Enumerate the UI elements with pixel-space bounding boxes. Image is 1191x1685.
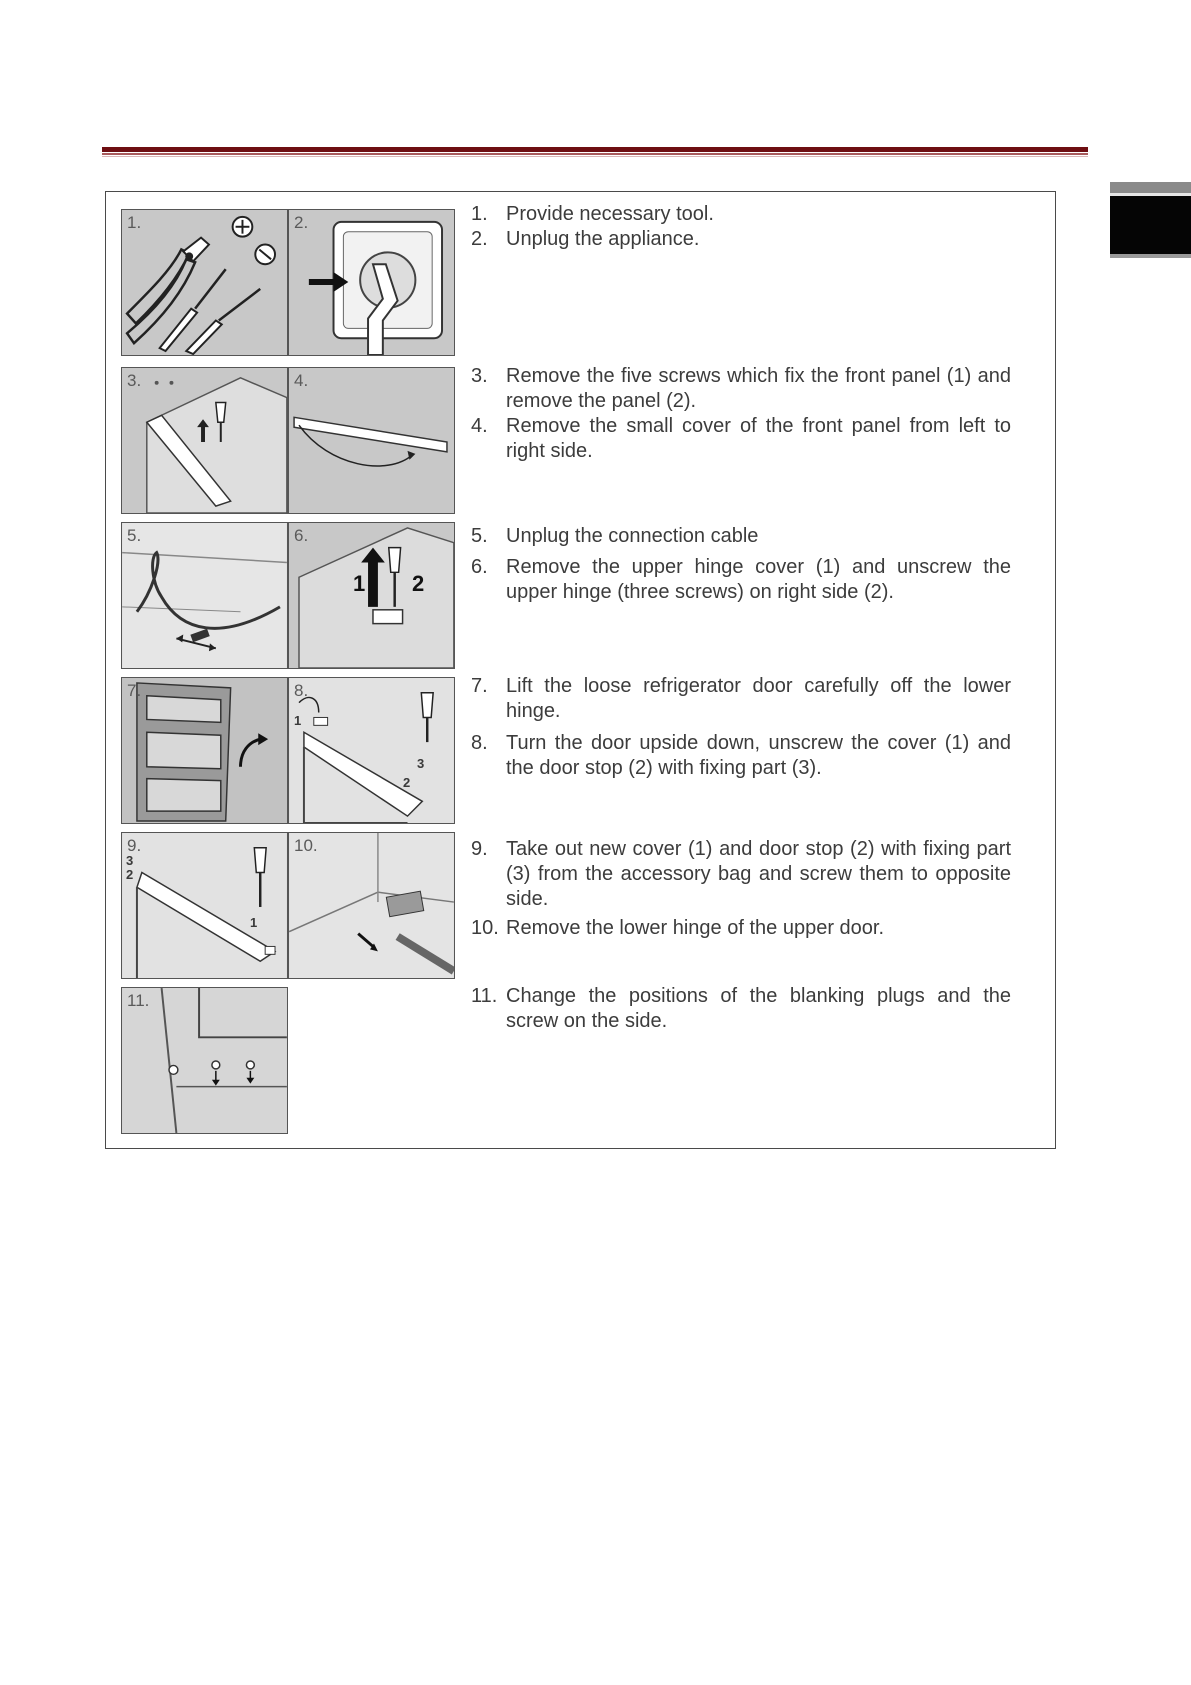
panel-number: 6. — [294, 526, 309, 545]
panel-number: 11. — [127, 991, 150, 1010]
panel-3-front-panel — [121, 367, 288, 514]
step-number: 7. — [471, 675, 488, 697]
panel-number: 2. — [294, 213, 309, 232]
panel-number: 5. — [127, 526, 142, 545]
step-text: Remove the lower hinge of the upper door. — [506, 917, 885, 939]
step-text: Provide necessary tool. — [506, 203, 714, 225]
panel-4-small-cover — [288, 367, 455, 514]
step-7 — [471, 674, 1011, 724]
small-cover-illustration — [289, 368, 454, 513]
step-6 — [471, 555, 1011, 605]
panel-number: 10. — [294, 836, 318, 855]
panel-number: 9. — [127, 836, 142, 855]
step-text: Change the positions of the blanking plugs and the screw on the side. — [506, 985, 1011, 1032]
step-11 — [471, 984, 1011, 1034]
callout-label: 3 — [126, 853, 134, 868]
panel-number: 8. — [294, 681, 309, 700]
step-text: Lift the loose refrigerator door carefully off the lower hinge. — [506, 675, 1011, 722]
panel-10-lower-hinge — [288, 832, 455, 979]
panel-1-tools — [121, 209, 288, 356]
header-rule — [102, 147, 1088, 152]
callout-label: 2 — [403, 775, 411, 790]
panel-number: 7. — [127, 681, 142, 700]
step-number: 5. — [471, 525, 488, 547]
step-2 — [471, 227, 1011, 252]
new-cover-illustration — [122, 833, 287, 978]
step-8 — [471, 731, 1011, 781]
callout-label: 1 — [294, 713, 302, 728]
header-rule-shadow-light — [102, 156, 1088, 157]
step-text: Turn the door upside down, unscrew the cover (1) and the door stop (2) with fixing part (3). — [506, 732, 1011, 779]
callout-label: 2 — [412, 571, 425, 596]
panel-8-door-stop — [288, 677, 455, 824]
header-rule-shadow — [102, 153, 1088, 155]
door-stop-illustration — [289, 678, 454, 823]
instructions-frame — [105, 191, 1056, 1149]
panel-7-lift-door — [121, 677, 288, 824]
unplug-illustration — [289, 210, 454, 355]
step-number: 1. — [471, 203, 488, 225]
panel-number: 1. — [127, 213, 142, 232]
step-number: 8. — [471, 732, 488, 754]
tools-illustration — [122, 210, 287, 355]
step-text: Unplug the appliance. — [506, 228, 700, 250]
step-text: Take out new cover (1) and door stop (2) with fixing part (3) from the accessory bag and screw them to opposite side. — [506, 838, 1011, 910]
language-tab — [1110, 182, 1191, 258]
connection-cable-illustration — [122, 523, 287, 668]
callout-label: 3 — [417, 756, 425, 771]
panel-number: 3. — [127, 371, 142, 390]
callout-label: 1 — [353, 571, 366, 596]
step-1 — [471, 202, 1011, 227]
step-4 — [471, 414, 1011, 464]
callout-label: 2 — [126, 867, 134, 882]
panel-number: 4. — [294, 371, 309, 390]
step-number: 11. — [471, 985, 498, 1007]
panel-9-new-cover — [121, 832, 288, 979]
step-5 — [471, 524, 1011, 549]
step-9 — [471, 837, 1011, 912]
step-text: Remove the five screws which fix the front panel (1) and remove the panel (2). — [506, 365, 1011, 412]
panel-6-upper-hinge — [288, 522, 455, 669]
upper-hinge-illustration — [289, 523, 454, 668]
callout-label: 1 — [250, 915, 258, 930]
front-panel-illustration — [122, 368, 287, 513]
step-number: 10. — [471, 917, 499, 939]
step-text: Unplug the connection cable — [506, 525, 759, 547]
lift-door-illustration — [122, 678, 287, 823]
panel-11-blanking-plugs — [121, 987, 288, 1134]
panel-2-unplug — [288, 209, 455, 356]
step-number: 3. — [471, 365, 488, 387]
step-text: Remove the small cover of the front panel from left to right side. — [506, 415, 1011, 462]
step-3 — [471, 364, 1011, 414]
step-number: 4. — [471, 415, 488, 437]
panel-5-connection-cable — [121, 522, 288, 669]
step-number: 2. — [471, 228, 488, 250]
step-number: 9. — [471, 838, 488, 860]
step-10 — [471, 916, 1011, 941]
step-text: Remove the upper hinge cover (1) and unscrew the upper hinge (three screws) on right side (2). — [506, 556, 1011, 603]
step-number: 6. — [471, 556, 488, 578]
